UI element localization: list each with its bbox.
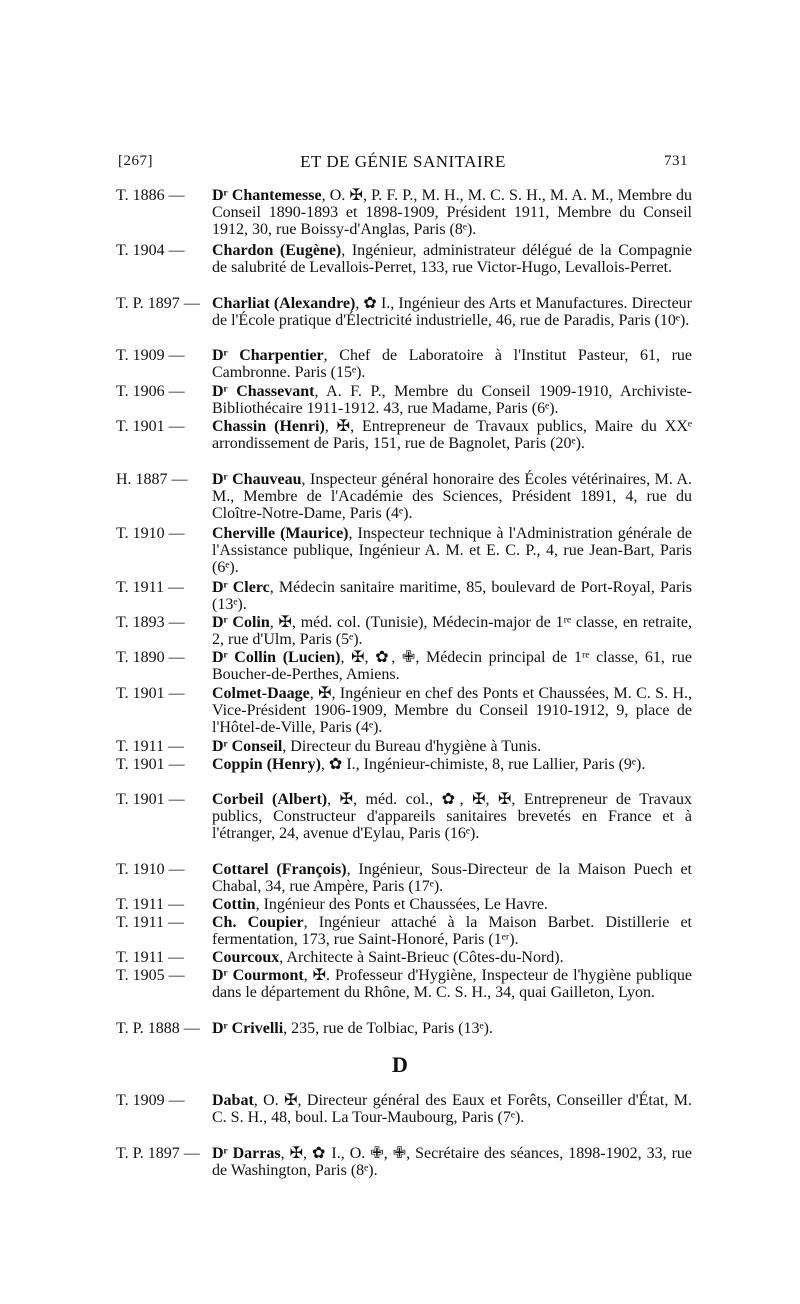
entry-coppin xyxy=(116,757,692,774)
entry-name: Dʳ Chantemesse xyxy=(212,187,322,204)
entry-prefix: T. 1893 — xyxy=(116,614,185,631)
entry-name: Dʳ Conseil xyxy=(212,738,283,755)
entry-text: , ✠, Entrepreneur de Travaux publics, Maire du XXᵉ arrondissement de Paris, 151, rue de Bagnolet, Paris (20ᵉ). xyxy=(212,418,692,452)
entry-prefix: H. 1887 — xyxy=(116,471,188,488)
entry-name: Chassin (Henri) xyxy=(212,418,325,435)
entry-prefix: T. 1911 — xyxy=(116,579,184,596)
entry-charpentier xyxy=(116,348,692,382)
entry-prefix: T. 1901 — xyxy=(116,418,185,435)
entry-cherville xyxy=(116,526,692,576)
entry-prefix: T. 1909 — xyxy=(116,1092,185,1109)
entry-prefix: T. P. 1888 — xyxy=(116,1020,200,1037)
entry-prefix: T. 1886 — xyxy=(116,187,185,204)
entry-colmet-daage xyxy=(116,686,692,736)
entry-text: , Chef de Laboratoire à l'Institut Pasteur, 61, rue Cambronne. Paris (15ᵉ). xyxy=(212,347,693,381)
entry-text: , ✠, ✿, ✙, Médecin principal de 1ʳᵉ classe, 61, rue Boucher-de-Perthes, Amiens. xyxy=(212,649,693,683)
entry-text: , Architecte à Saint-Brieuc (Côtes-du-Nord). xyxy=(279,949,564,966)
entry-name: Ch. Coupier xyxy=(212,914,304,931)
entry-chantemesse xyxy=(116,188,692,238)
entry-name: Dʳ Darras xyxy=(212,1145,281,1162)
entry-crivelli xyxy=(116,1021,692,1038)
entry-colin xyxy=(116,615,692,649)
entry-name: Dʳ Collin (Lucien) xyxy=(212,649,341,666)
entry-prefix: T. 1906 — xyxy=(116,383,185,400)
entry-text: , Ingénieur attaché à la Maison Barbet. Distillerie et fermentation, 173, rue Saint-Honoré, Paris (1ᵉʳ). xyxy=(212,914,692,948)
entry-prefix: T. P. 1897 — xyxy=(116,1145,200,1162)
entry-text: , Médecin sanitaire maritime, 85, boulevard de Port-Royal, Paris (13ᵉ). xyxy=(212,579,692,613)
entry-prefix: T. 1911 — xyxy=(116,896,184,913)
entry-text: , A. F. P., Membre du Conseil 1909-1910, Archiviste-Bibliothécaire 1911-1912. 43, rue Madame, Paris (6ᵉ). xyxy=(212,383,692,417)
entry-name: Dʳ Clerc xyxy=(212,579,270,596)
entry-dabat xyxy=(116,1093,692,1127)
entry-text: , O. ✠, P. F. P., M. H., M. C. S. H., M. A. M., Membre du Conseil 1890-1893 et 1898-1909, Président 1911, Membre du Conseil 1912, 30, rue Boissy-d'Anglas, Paris (8ᵉ). xyxy=(212,187,693,238)
entry-chassevant xyxy=(116,384,692,418)
entry-name: Dʳ Charpentier xyxy=(212,347,324,364)
entry-chardon xyxy=(116,243,692,277)
entry-prefix: T. 1905 — xyxy=(116,967,185,984)
entry-prefix: T. 1909 — xyxy=(116,347,185,364)
entry-name: Charliat (Alexandre) xyxy=(212,295,356,312)
entry-text: , ✠. Professeur d'Hygiène, Inspecteur de l'hygiène publique dans le département du Rhône, M. C. S. H., 34, quai Gailleton, Lyon. xyxy=(212,967,693,1001)
entry-prefix: T. 1890 — xyxy=(116,649,185,666)
entry-text: , ✠, méd. col., ✿, ✠, ✠, Entrepreneur de Travaux publics, Constructeur d'appareils sanitaires brevetés en France et à l'étranger, 24, avenue d'Eylau, Paris (16ᵉ). xyxy=(212,791,692,842)
entry-name: Courcoux xyxy=(212,949,280,966)
entry-text: , ✠, méd. col. (Tunisie), Médecin-major de 1ʳᵉ classe, en retraite, 2, rue d'Ulm, Paris (5ᵉ). xyxy=(212,614,692,648)
entry-chassin xyxy=(116,419,692,453)
entry-text: , Ingénieur, Sous-Directeur de la Maison Puech et Chabal, 34, rue Ampère, Paris (17ᵉ). xyxy=(212,861,692,895)
page-number: 731 xyxy=(664,153,688,169)
entry-text: , ✿ I., Ingénieur-chimiste, 8, rue Lallier, Paris (9ᵉ). xyxy=(320,756,646,773)
entry-text: , ✿ I., Ingénieur des Arts et Manufactures. Directeur de l'École pratique d'Électricité industrielle, 46, rue de Paradis, Paris (10ᵉ). xyxy=(212,295,692,329)
entry-prefix: T. 1904 — xyxy=(116,242,185,259)
entry-text: , Directeur du Bureau d'hygiène à Tunis. xyxy=(282,738,542,755)
header-title: ET DE GÉNIE SANITAIRE xyxy=(300,152,506,171)
entry-prefix: T. 1911 — xyxy=(116,738,184,755)
page-header xyxy=(118,150,688,174)
entry-prefix: T. 1910 — xyxy=(116,525,185,542)
section-letter: D xyxy=(392,1052,408,1077)
entry-name: Colmet-Daage xyxy=(212,685,310,702)
entry-name: Chardon (Eugène) xyxy=(212,242,342,259)
entry-text: , Ingénieur, administrateur délégué de la Compagnie de salubrité de Levallois-Perret, 133, rue Victor-Hugo, Levallois-Perret. xyxy=(212,242,692,276)
entry-text: , ✠, Ingénieur en chef des Ponts et Chaussées, M. C. S. H., Vice-Président 1906-1909, Membre du Conseil 1910-1912, 9, place de l'Hôtel-de-Ville, Paris (4ᵉ). xyxy=(212,685,692,736)
entry-text: , Ingénieur des Ponts et Chaussées, Le Havre. xyxy=(255,896,548,913)
entry-text: , O. ✠, Directeur général des Eaux et Forêts, Conseiller d'État, M. C. S. H., 48, boul. La Tour-Maubourg, Paris (7ᵉ). xyxy=(212,1092,692,1126)
entry-text: , 235, rue de Tolbiac, Paris (13ᵉ). xyxy=(283,1020,493,1037)
entry-name: Dʳ Crivelli xyxy=(212,1020,284,1037)
header-number: [267] xyxy=(118,153,153,169)
entry-name: Dʳ Courmont xyxy=(212,967,304,984)
entry-prefix: T. 1901 — xyxy=(116,685,185,702)
entry-name: Corbeil (Albert) xyxy=(212,791,328,808)
entry-cottin xyxy=(116,897,692,914)
entry-text: , ✠, ✿ I., O. ✙, ✙, Secrétaire des séances, 1898-1902, 33, rue de Washington, Paris (8ᵉ). xyxy=(212,1145,693,1179)
entry-text: , Inspecteur technique à l'Administration générale de l'Assistance publique, Ingénieur A. M. et E. C. P., 4, rue Jean-Bart, Paris (6ᵉ). xyxy=(212,525,693,576)
entry-name: Coppin (Henry) xyxy=(212,756,321,773)
entry-prefix: T. 1910 — xyxy=(116,861,185,878)
entry-corbeil xyxy=(116,792,692,842)
entry-name: Cottarel (François) xyxy=(212,861,347,878)
entry-prefix: T. P. 1897 — xyxy=(116,295,200,312)
entry-charliat xyxy=(116,296,692,330)
entry-prefix: T. 1911 — xyxy=(116,914,184,931)
entry-cottarel xyxy=(116,862,692,896)
entry-conseil xyxy=(116,739,692,756)
entry-prefix: T. 1901 — xyxy=(116,756,185,773)
entry-name: Dʳ Chassevant xyxy=(212,383,315,400)
entry-prefix: T. 1901 — xyxy=(116,791,185,808)
entry-name: Dʳ Colin xyxy=(212,614,270,631)
entry-name: Dabat xyxy=(212,1092,254,1109)
entry-clerc xyxy=(116,580,692,614)
entry-coupier xyxy=(116,915,692,949)
entry-name: Cottin xyxy=(212,896,256,913)
entry-name: Cherville (Maurice) xyxy=(212,525,349,542)
entry-chauveau xyxy=(116,472,692,522)
entry-text: , Inspecteur général honoraire des Écoles vétérinaires, M. A. M., Membre de l'Académie des Sciences, Président 1891, 4, rue du Cloître-Notre-Dame, Paris (4ᵉ). xyxy=(212,471,692,522)
entry-prefix: T. 1911 — xyxy=(116,949,184,966)
entry-name: Dʳ Chauveau xyxy=(212,471,302,488)
entry-courcoux xyxy=(116,950,692,967)
entry-darras xyxy=(116,1146,692,1180)
entry-courmont xyxy=(116,968,692,1002)
entry-collin xyxy=(116,650,692,684)
